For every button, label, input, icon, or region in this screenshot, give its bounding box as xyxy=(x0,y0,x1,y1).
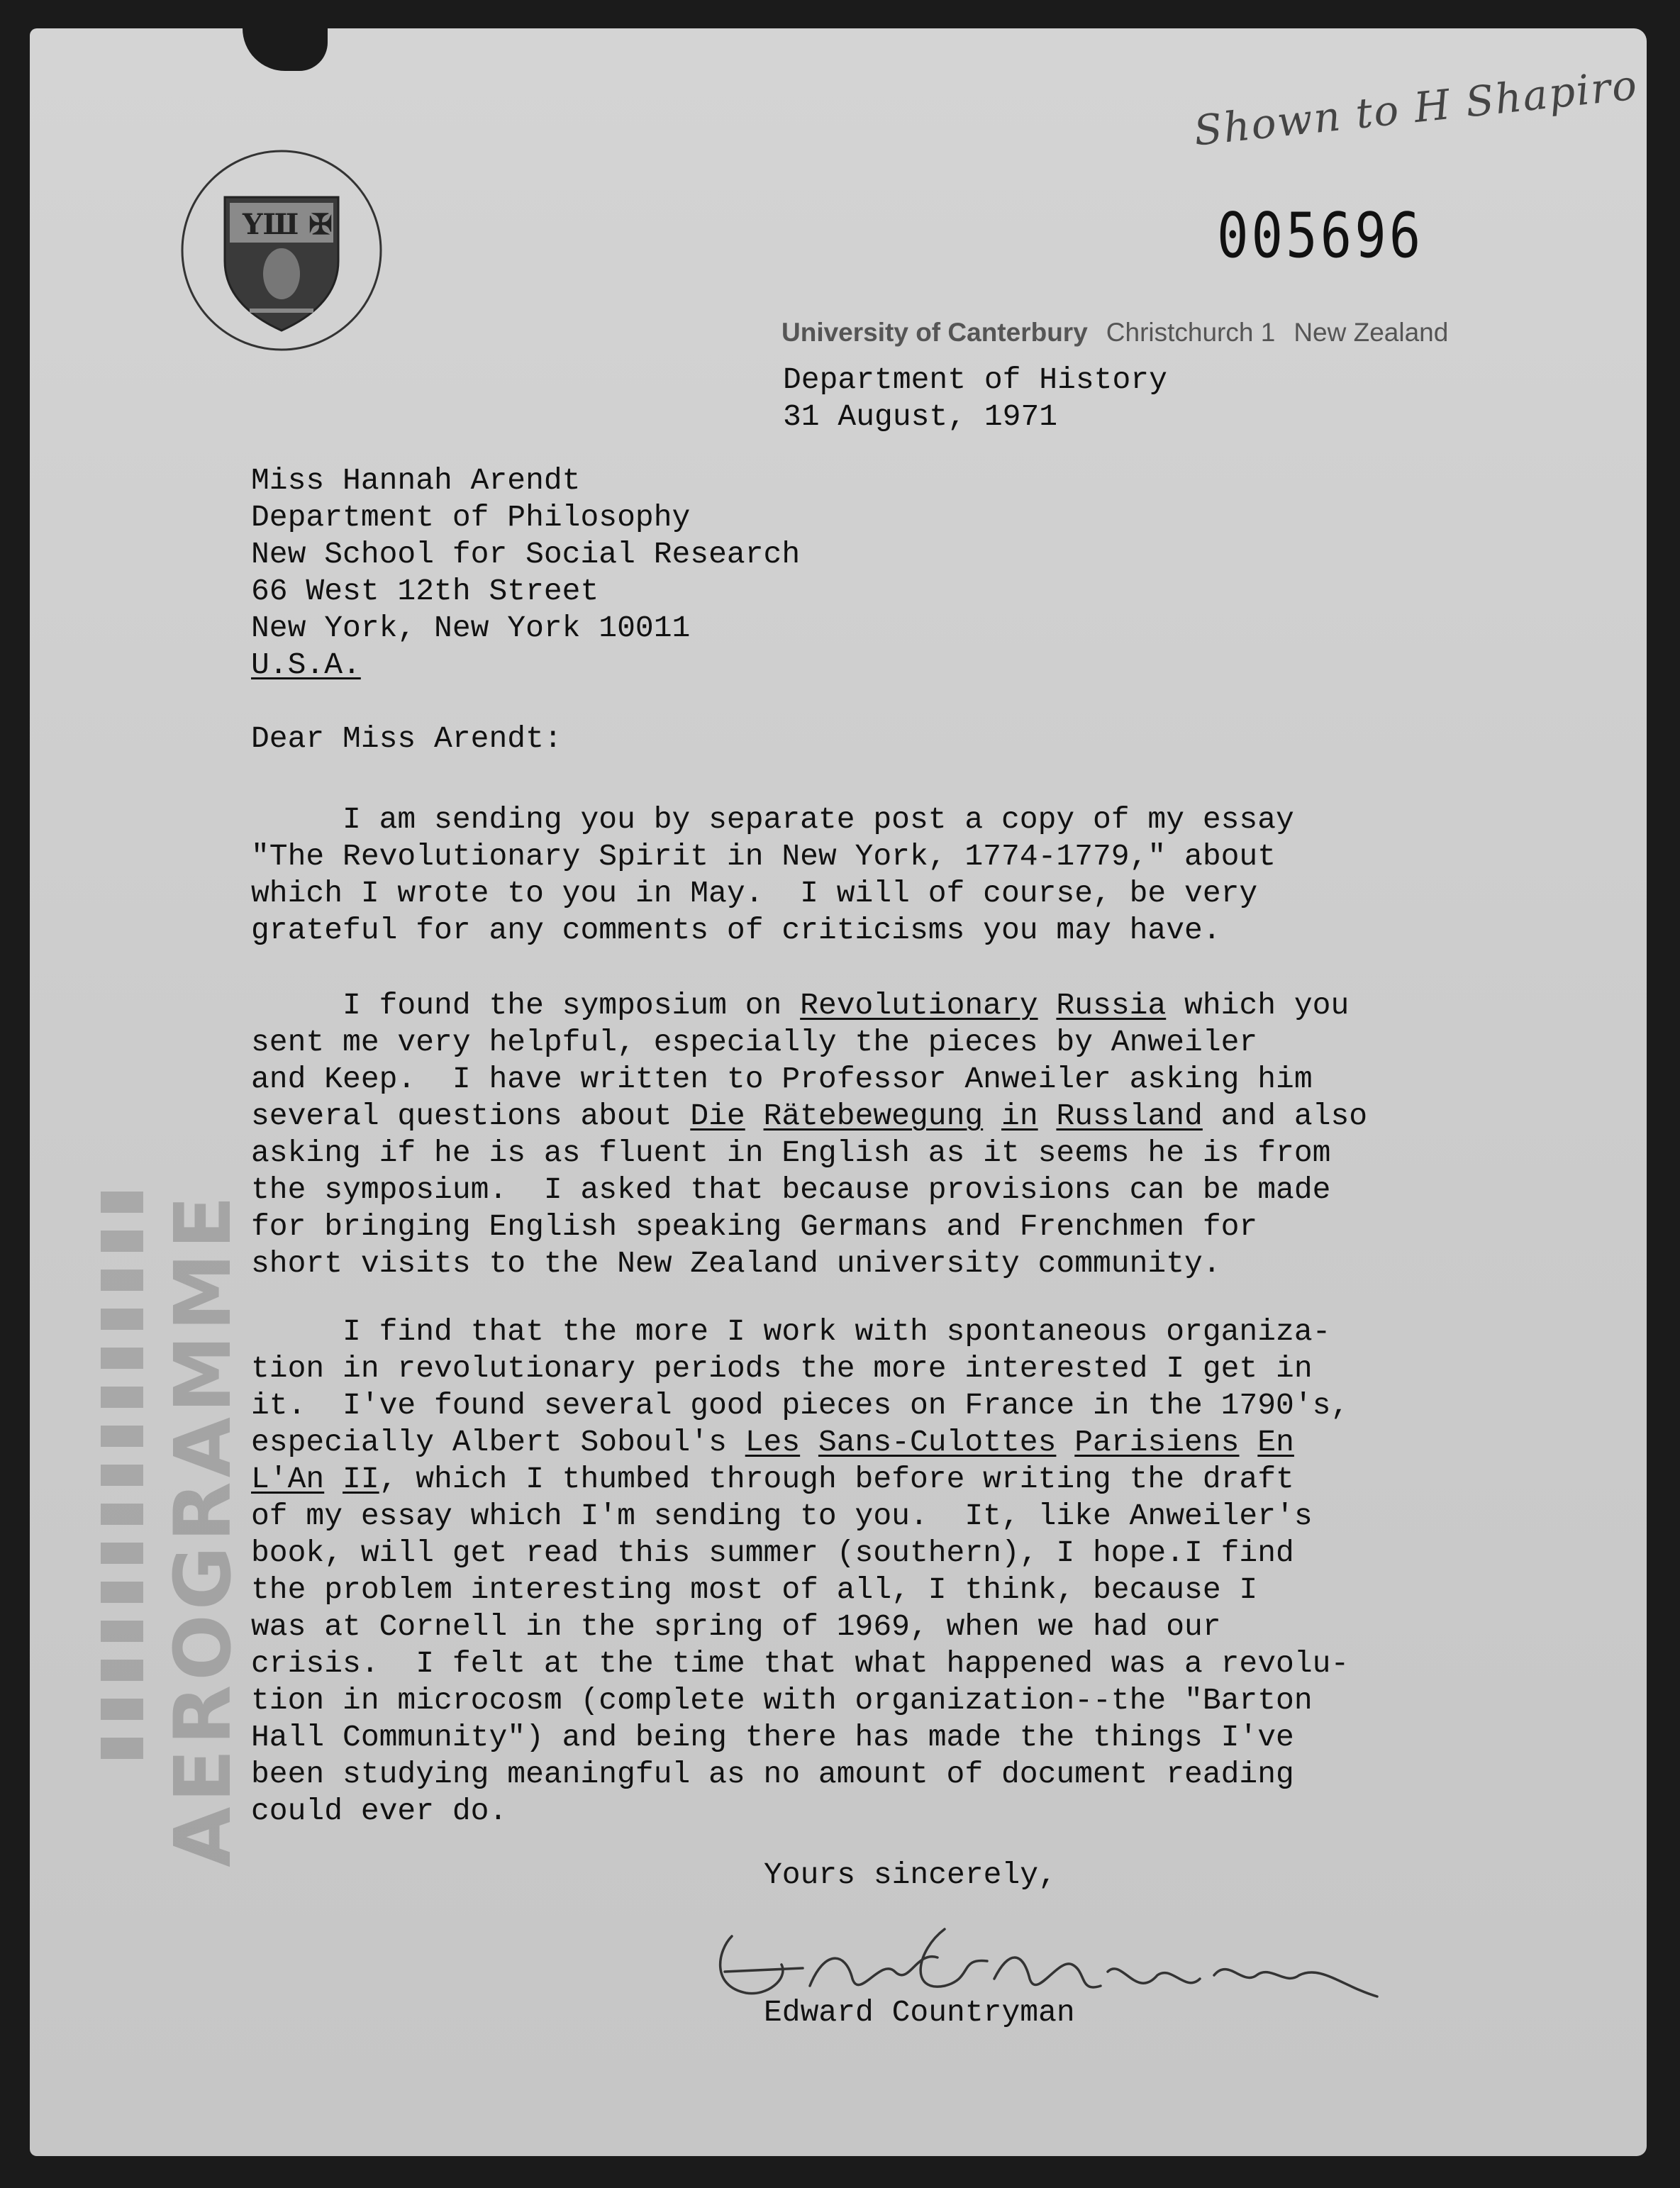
university-name: University of Canterbury xyxy=(781,318,1088,347)
text-line: was at Cornell in the spring of 1969, when we had our xyxy=(251,1609,1221,1644)
underlined-title: Sans-Culottes xyxy=(818,1425,1057,1460)
document-number: 005696 xyxy=(1217,200,1424,272)
text-line: "The Revolutionary Spirit in New York, 1774-1779," about xyxy=(251,839,1276,874)
underlined-title: Revolutionary xyxy=(800,988,1038,1023)
underlined-title: L'An xyxy=(251,1462,325,1496)
torn-corner xyxy=(243,28,328,71)
text-line: for bringing English speaking Germans and Frenchmen for xyxy=(251,1209,1258,1244)
handwritten-note: Shown to H Shapiro xyxy=(1191,60,1640,155)
text-line: the problem interesting most of all, I think, because I xyxy=(251,1572,1258,1607)
recipient-department: Department of Philosophy xyxy=(251,500,691,535)
text-line: been studying meaningful as no amount of document reading xyxy=(251,1757,1294,1792)
paragraph-3 xyxy=(251,1314,1349,1830)
paragraph-1 xyxy=(251,801,1294,949)
text-line: it. I've found several good pieces on France in the 1790's, xyxy=(251,1388,1350,1423)
text-line: tion in revolutionary periods the more interested I get in xyxy=(251,1351,1313,1386)
closing: Yours sincerely, xyxy=(764,1857,1057,1892)
svg-text:YШ ✠: YШ ✠ xyxy=(243,208,333,241)
text-line: of my essay which I'm sending to you. It, like Anweiler's xyxy=(251,1499,1313,1533)
text-line: asking if he is as fluent in English as it seems he is from xyxy=(251,1135,1331,1170)
text-line: Hall Community") and being there has made the things I've xyxy=(251,1720,1294,1755)
underlined-title: Les xyxy=(745,1425,801,1460)
text-line: short visits to the New Zealand university community. xyxy=(251,1246,1221,1281)
underlined-title: Russia xyxy=(1056,988,1167,1023)
text-line: grateful for any comments of criticisms you may have. xyxy=(251,913,1221,948)
salutation: Dear Miss Arendt: xyxy=(251,721,562,756)
text-line: could ever do. xyxy=(251,1794,508,1828)
letterhead-address xyxy=(781,318,1448,348)
letterhead-city: Christchurch 1 xyxy=(1106,318,1276,347)
recipient-city: New York, New York 10011 xyxy=(251,611,691,645)
letter-date: 31 August, 1971 xyxy=(783,399,1058,434)
recipient-street: 66 West 12th Street xyxy=(251,574,599,609)
letterhead-country: New Zealand xyxy=(1294,318,1449,347)
text-line: I am sending you by separate post a copy of my essay xyxy=(251,802,1294,837)
underlined-title: in xyxy=(1001,1099,1038,1133)
underlined-title: II xyxy=(343,1462,379,1496)
paragraph-2 xyxy=(251,987,1367,1282)
recipient-address xyxy=(251,462,800,684)
text-line: the symposium. I asked that because provisions can be made xyxy=(251,1172,1331,1207)
sender-block xyxy=(783,362,1167,435)
text-line: I found the symposium on Revolutionary Russia which you xyxy=(251,988,1350,1023)
text-line: I find that the more I work with spontaneous organiza- xyxy=(251,1314,1331,1349)
signer-name: Edward Countryman xyxy=(764,1995,1075,2030)
text-line: especially Albert Soboul's Les Sans-Culottes Parisiens En xyxy=(251,1425,1294,1460)
underlined-title: Rätebewegung xyxy=(763,1099,984,1133)
underlined-title: Die xyxy=(690,1099,745,1133)
recipient-country: U.S.A. xyxy=(251,648,361,682)
department: Department of History xyxy=(783,362,1167,397)
recipient-name: Miss Hannah Arendt xyxy=(251,463,581,498)
text-line: crisis. I felt at the time that what happened was a revolu- xyxy=(251,1646,1350,1681)
university-seal-icon xyxy=(179,148,384,353)
recipient-institution: New School for Social Research xyxy=(251,537,801,572)
letter-page xyxy=(30,28,1647,2156)
text-line: which I wrote to you in May. I will of course, be very xyxy=(251,876,1258,911)
text-line: L'An II, which I thumbed through before writing the draft xyxy=(251,1462,1294,1496)
underlined-title: Russland xyxy=(1056,1099,1203,1133)
text-line: and Keep. I have written to Professor Anweiler asking him xyxy=(251,1062,1313,1096)
text-line: book, will get read this summer (southern), I hope.I find xyxy=(251,1536,1294,1570)
underlined-title: En xyxy=(1257,1425,1294,1460)
bleed-text: AEROGRAMME xyxy=(157,1192,248,1867)
text-line: tion in microcosm (complete with organization--the "Barton xyxy=(251,1683,1313,1718)
bleed-stripes xyxy=(101,1177,143,1759)
underlined-title: Parisiens xyxy=(1074,1425,1240,1460)
text-line: several questions about Die Rätebewegung in Russland and also xyxy=(251,1099,1368,1133)
text-line: sent me very helpful, especially the pieces by Anweiler xyxy=(251,1025,1258,1060)
